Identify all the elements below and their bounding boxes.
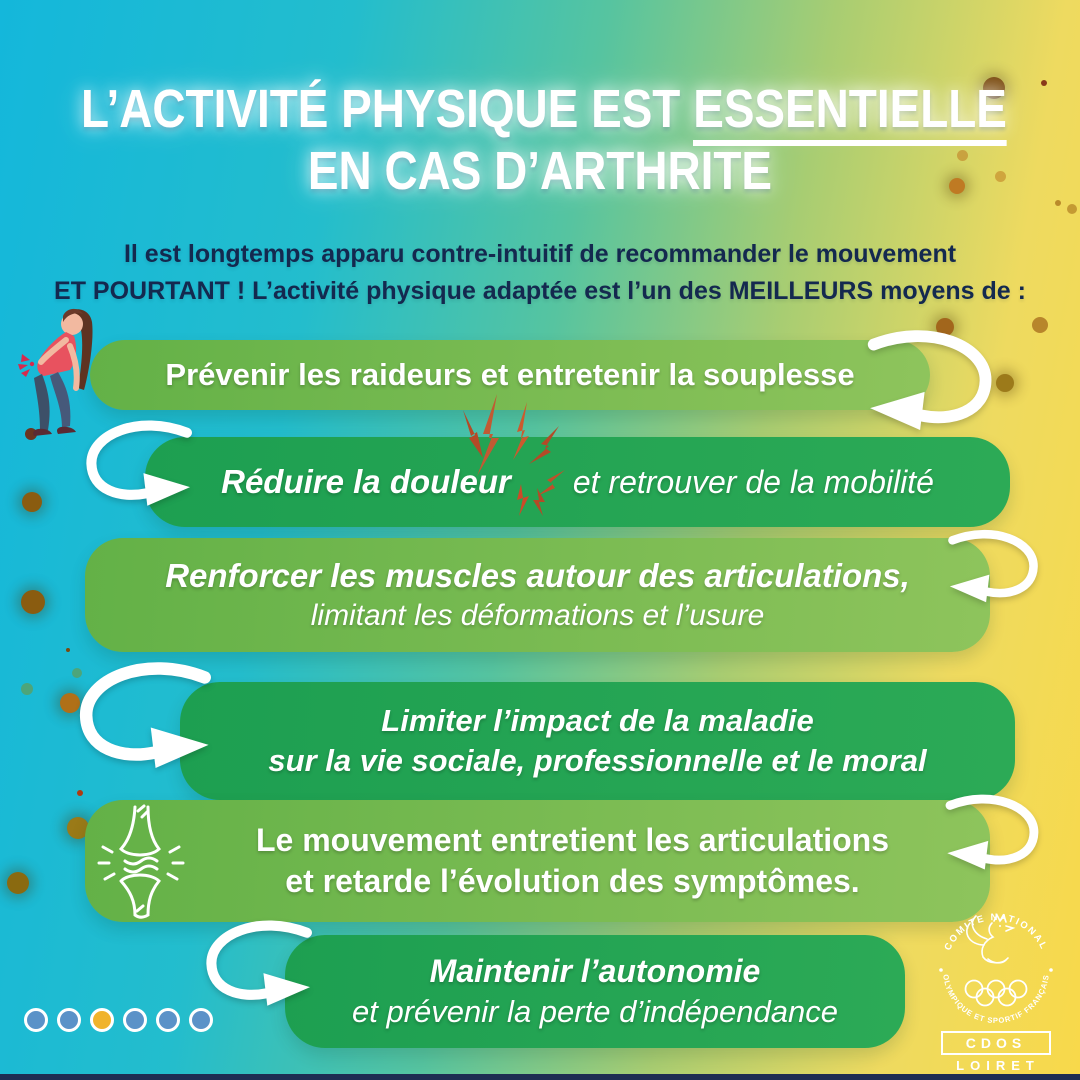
decorative-dot	[22, 492, 42, 512]
title-line2: EN CAS D’ARTHRITE	[307, 141, 773, 201]
benefit-2-highlight: Réduire la douleur	[221, 462, 511, 500]
curved-arrow-icon	[72, 420, 204, 506]
decorative-dot	[21, 683, 33, 695]
olympic-rings-icon	[966, 981, 1027, 1006]
benefit-3-line1: Renforcer les muscles autour des articulations,	[165, 556, 910, 594]
logo-caption: LOIRET	[956, 1058, 1040, 1073]
logo-box-label: CDOS	[965, 1035, 1027, 1051]
decorative-dot	[66, 648, 70, 652]
decorative-dot	[7, 872, 29, 894]
decorative-dot	[1032, 317, 1048, 333]
pagination-dot[interactable]	[90, 1008, 114, 1032]
decorative-dot	[77, 790, 83, 796]
benefit-banner-5	[85, 800, 990, 922]
pagination-dot[interactable]	[123, 1008, 147, 1032]
pagination-dot[interactable]	[24, 1008, 48, 1032]
curved-arrow-icon	[852, 330, 1010, 430]
curved-arrow-icon	[58, 662, 230, 768]
decorative-dot	[21, 590, 45, 614]
bottom-navy-bar	[0, 1074, 1080, 1080]
cdos-loiret-logo	[910, 893, 1080, 1078]
svg-text:OLYMPIQUE ET SPORTIF FRANÇAIS	[941, 974, 1051, 1025]
benefit-4-line1: Limiter l’impact de la maladie	[381, 703, 814, 739]
curved-arrow-icon	[192, 918, 324, 1008]
pain-lightning-icon	[425, 392, 585, 518]
benefit-1-text: Prévenir les raideurs et entretenir la souplesse	[165, 357, 855, 393]
benefit-6-line2: et prévenir la perte d’indépendance	[351, 994, 838, 1030]
logo-arc-bottom-text: OLYMPIQUE ET SPORTIF FRANÇAIS	[941, 973, 1051, 1026]
curved-arrow-icon	[938, 524, 1050, 608]
benefit-5-line2: et retarde l’évolution des symptômes.	[285, 863, 860, 899]
benefit-3-line2: limitant les déformations et l’usure	[310, 598, 765, 632]
pagination-dot[interactable]	[57, 1008, 81, 1032]
decorative-dot	[1067, 204, 1077, 214]
benefit-2-rest: et retrouver de la mobilité	[572, 463, 934, 500]
benefit-4-line2: sur la vie sociale, professionnelle et le moral	[268, 743, 927, 778]
carousel-pagination	[24, 1008, 213, 1032]
title-underlined-word: ESSENTIELLE	[693, 79, 1007, 146]
decorative-dot	[1041, 80, 1047, 86]
page-title	[81, 78, 1007, 202]
curved-arrow-icon	[935, 788, 1051, 876]
decorative-dot	[1055, 200, 1061, 206]
title-line1-text: L’ACTIVITÉ PHYSIQUE EST	[81, 79, 681, 139]
pagination-dot[interactable]	[156, 1008, 180, 1032]
benefit-banner-6	[285, 935, 905, 1048]
intro-line2: ET POURTANT ! L’activité physique adaptée est l’un des MEILLEURS moyens de :	[54, 277, 1026, 305]
benefit-6-line1: Maintenir l’autonomie	[429, 953, 761, 990]
benefit-5-line1: Le mouvement entretient les articulations	[255, 822, 890, 859]
benefit-banner-3	[85, 538, 990, 652]
intro-text	[0, 236, 1080, 310]
intro-line1: Il est longtemps apparu contre-intuitif de recommander le mouvement	[123, 240, 957, 268]
benefit-banner-4	[180, 682, 1015, 800]
pagination-dot[interactable]	[189, 1008, 213, 1032]
logo-arc-top-text: COMITE NATIONAL	[942, 911, 1050, 953]
knee-joint-icon	[93, 803, 189, 919]
